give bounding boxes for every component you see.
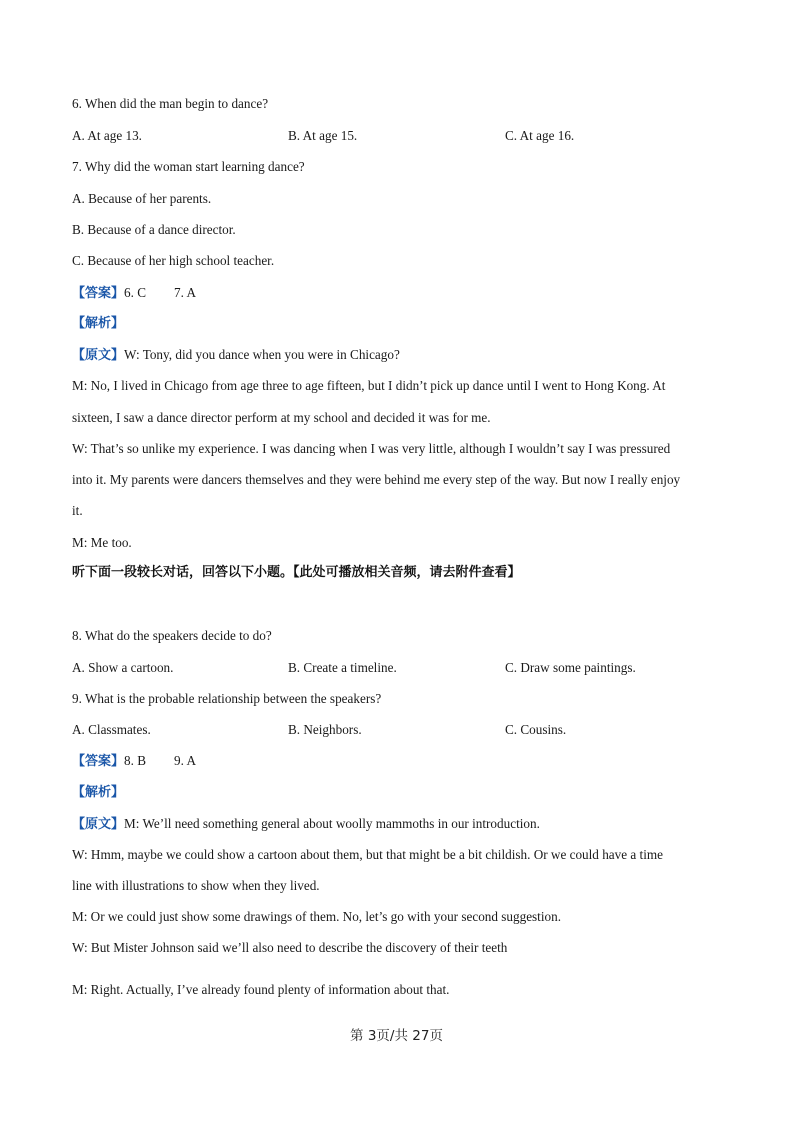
answer-6: 6. C [124, 285, 146, 300]
option-7b: B. Because of a dance director. [72, 222, 236, 237]
transcript-2-line-2: line with illustrations to show when they lived. [72, 878, 320, 893]
option-6b: B. At age 15. [288, 128, 358, 143]
question-6: 6. When did the man begin to dance? [72, 96, 269, 111]
transcript-1-line-1: M: No, I lived in Chicago from age three to age fifteen, but I didn’t pick up dance until I went to Hong Kong. At [72, 378, 666, 393]
option-9c: C. Cousins. [505, 722, 567, 737]
option-6c: C. At age 16. [505, 128, 575, 143]
transcript-2-line-1: W: Hmm, maybe we could show a cartoon about them, but that might be a bit childish. Or we could have a time [72, 847, 663, 862]
question-8: 8. What do the speakers decide to do? [72, 628, 272, 643]
answer-tag: 【答案】 [72, 754, 125, 769]
option-9a: A. Classmates. [72, 722, 151, 737]
original-tag: 【原文】 [72, 348, 125, 363]
listening-instruction: 听下面一段较长对话，回答以下小题。【此处可播放相关音频，请去附件查看】 [72, 565, 521, 580]
answer-9: 9. A [174, 753, 196, 768]
option-7a: A. Because of her parents. [72, 191, 212, 206]
option-9b: B. Neighbors. [288, 722, 362, 737]
page-number: 第 3页/共 27页 [350, 1028, 443, 1044]
analysis-heading-2: 【解析】 [72, 785, 125, 800]
option-8c: C. Draw some paintings. [505, 660, 636, 675]
analysis-heading-1: 【解析】 [72, 316, 125, 331]
answer-tag: 【答案】 [72, 286, 125, 301]
transcript-2-line-5: M: Right. Actually, I’ve already found plenty of information about that. [72, 982, 450, 997]
question-7: 7. Why did the woman start learning dance? [72, 159, 305, 174]
transcript-1-line-2: sixteen, I saw a dance director perform at my school and decided it was for me. [72, 410, 491, 425]
transcript-2-line-4: W: But Mister Johnson said we’ll also need to describe the discovery of their teeth [72, 940, 508, 955]
question-9: 9. What is the probable relationship between the speakers? [72, 691, 382, 706]
option-8a: A. Show a cartoon. [72, 660, 174, 675]
option-7c: C. Because of her high school teacher. [72, 253, 275, 268]
transcript-1-line-4: into it. My parents were dancers themselves and they were behind me every step of the way. But now I really enjoy [72, 472, 681, 487]
transcript-1-line-5: it. [72, 503, 83, 518]
answer-8: 8. B [124, 753, 146, 768]
transcript-2-line-0: 【原文】M: We’ll need something general about woolly mammoths in our introduction. [72, 816, 540, 832]
option-6a: A. At age 13. [72, 128, 142, 143]
answer-line-1 [72, 284, 721, 303]
answer-7: 7. A [174, 285, 196, 300]
transcript-1-line-0: 【原文】W: Tony, did you dance when you were in Chicago? [72, 347, 400, 363]
option-8b: B. Create a timeline. [288, 660, 397, 675]
transcript-1-line-6: M: Me too. [72, 535, 132, 550]
answer-line-2 [72, 752, 721, 771]
original-tag: 【原文】 [72, 817, 125, 832]
transcript-2-line-3: M: Or we could just show some drawings of them. No, let’s go with your second suggestion. [72, 909, 561, 924]
transcript-1-line-3: W: That’s so unlike my experience. I was dancing when I was very little, although I wouldn’t say I was pressured [72, 441, 671, 456]
